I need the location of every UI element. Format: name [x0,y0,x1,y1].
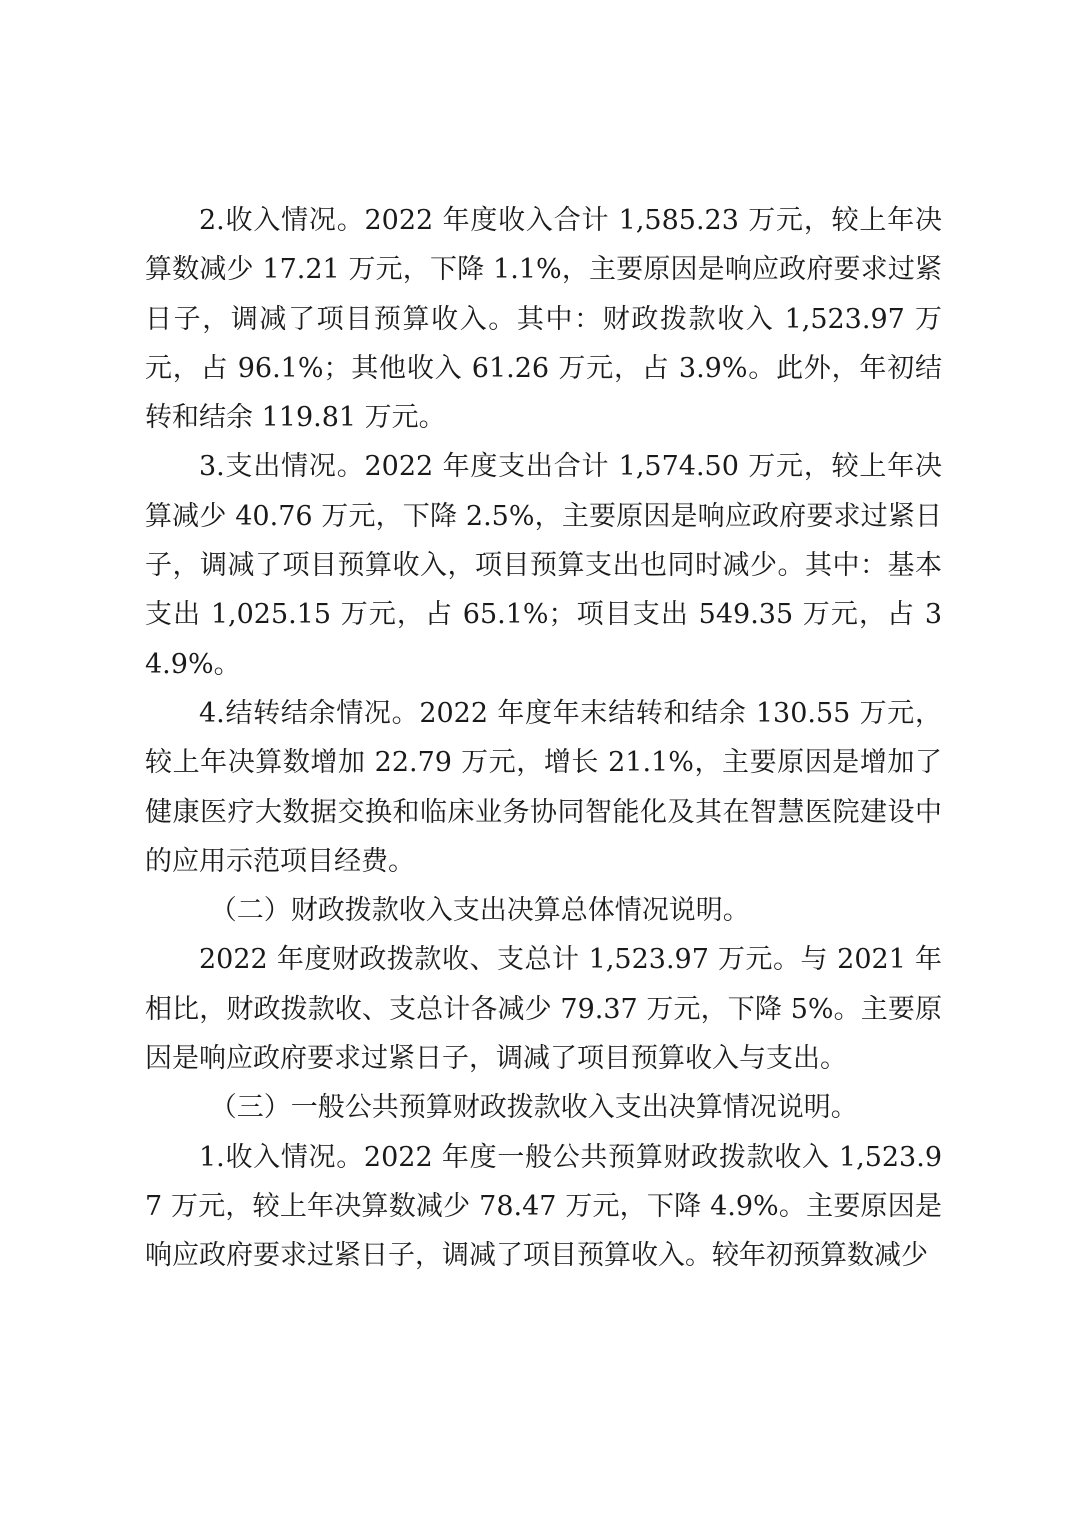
section-heading-general-budget: （三）一般公共预算财政拨款收入支出决算情况说明。 [209,1092,858,1124]
paragraph-fiscal-total: 2022 年度财政拨款收、支总计 1,523.97 万元。与 2021 年相比，财政拨款收、支总计各减少 79.37 万元，下降 5%。主要原因是响应政府要求过紧日子，调减了项目预算收入与支出。 [145,944,942,1075]
document-body [145,196,942,1281]
paragraph-general-income: 1.收入情况。2022 年度一般公共预算财政拨款收入 1,523.97 万元，较上年决算数减少 78.47 万元，下降 4.9%。主要原因是响应政府要求过紧日子，调减了项目预算收入。较年初预算数减少 [145,1141,942,1272]
paragraph-expenditure: 3.支出情况。2022 年度支出合计 1,574.50 万元，较上年决算减少 40.76 万元，下降 2.5%，主要原因是响应政府要求过紧日子，调减了项目预算收入，项目预算支出也同时减少。其中：基本支出 1,025.15 万元，占 65.1%；项目支出 549.35 万元，占 34.9%。 [145,451,942,680]
section-heading-fiscal-overview: （二）财政拨款收入支出决算总体情况说明。 [209,895,750,927]
paragraph-carryover: 4.结转结余情况。2022 年度年末结转和结余 130.55 万元，较上年决算数增加 22.79 万元，增长 21.1%，主要原因是增加了健康医疗大数据交换和临床业务协同智能化及其在智慧医院建设中的应用示范项目经费。 [145,697,942,877]
paragraph-income: 2.收入情况。2022 年度收入合计 1,585.23 万元，较上年决算数减少 17.21 万元，下降 1.1%，主要原因是响应政府要求过紧日子，调减了项目预算收入。其中：财政拨款收入 1,523.97 万元，占 96.1%；其他收入 61.26 万元，占 3.9%。此外，年初结转和结余 119.81 万元。 [145,205,942,434]
